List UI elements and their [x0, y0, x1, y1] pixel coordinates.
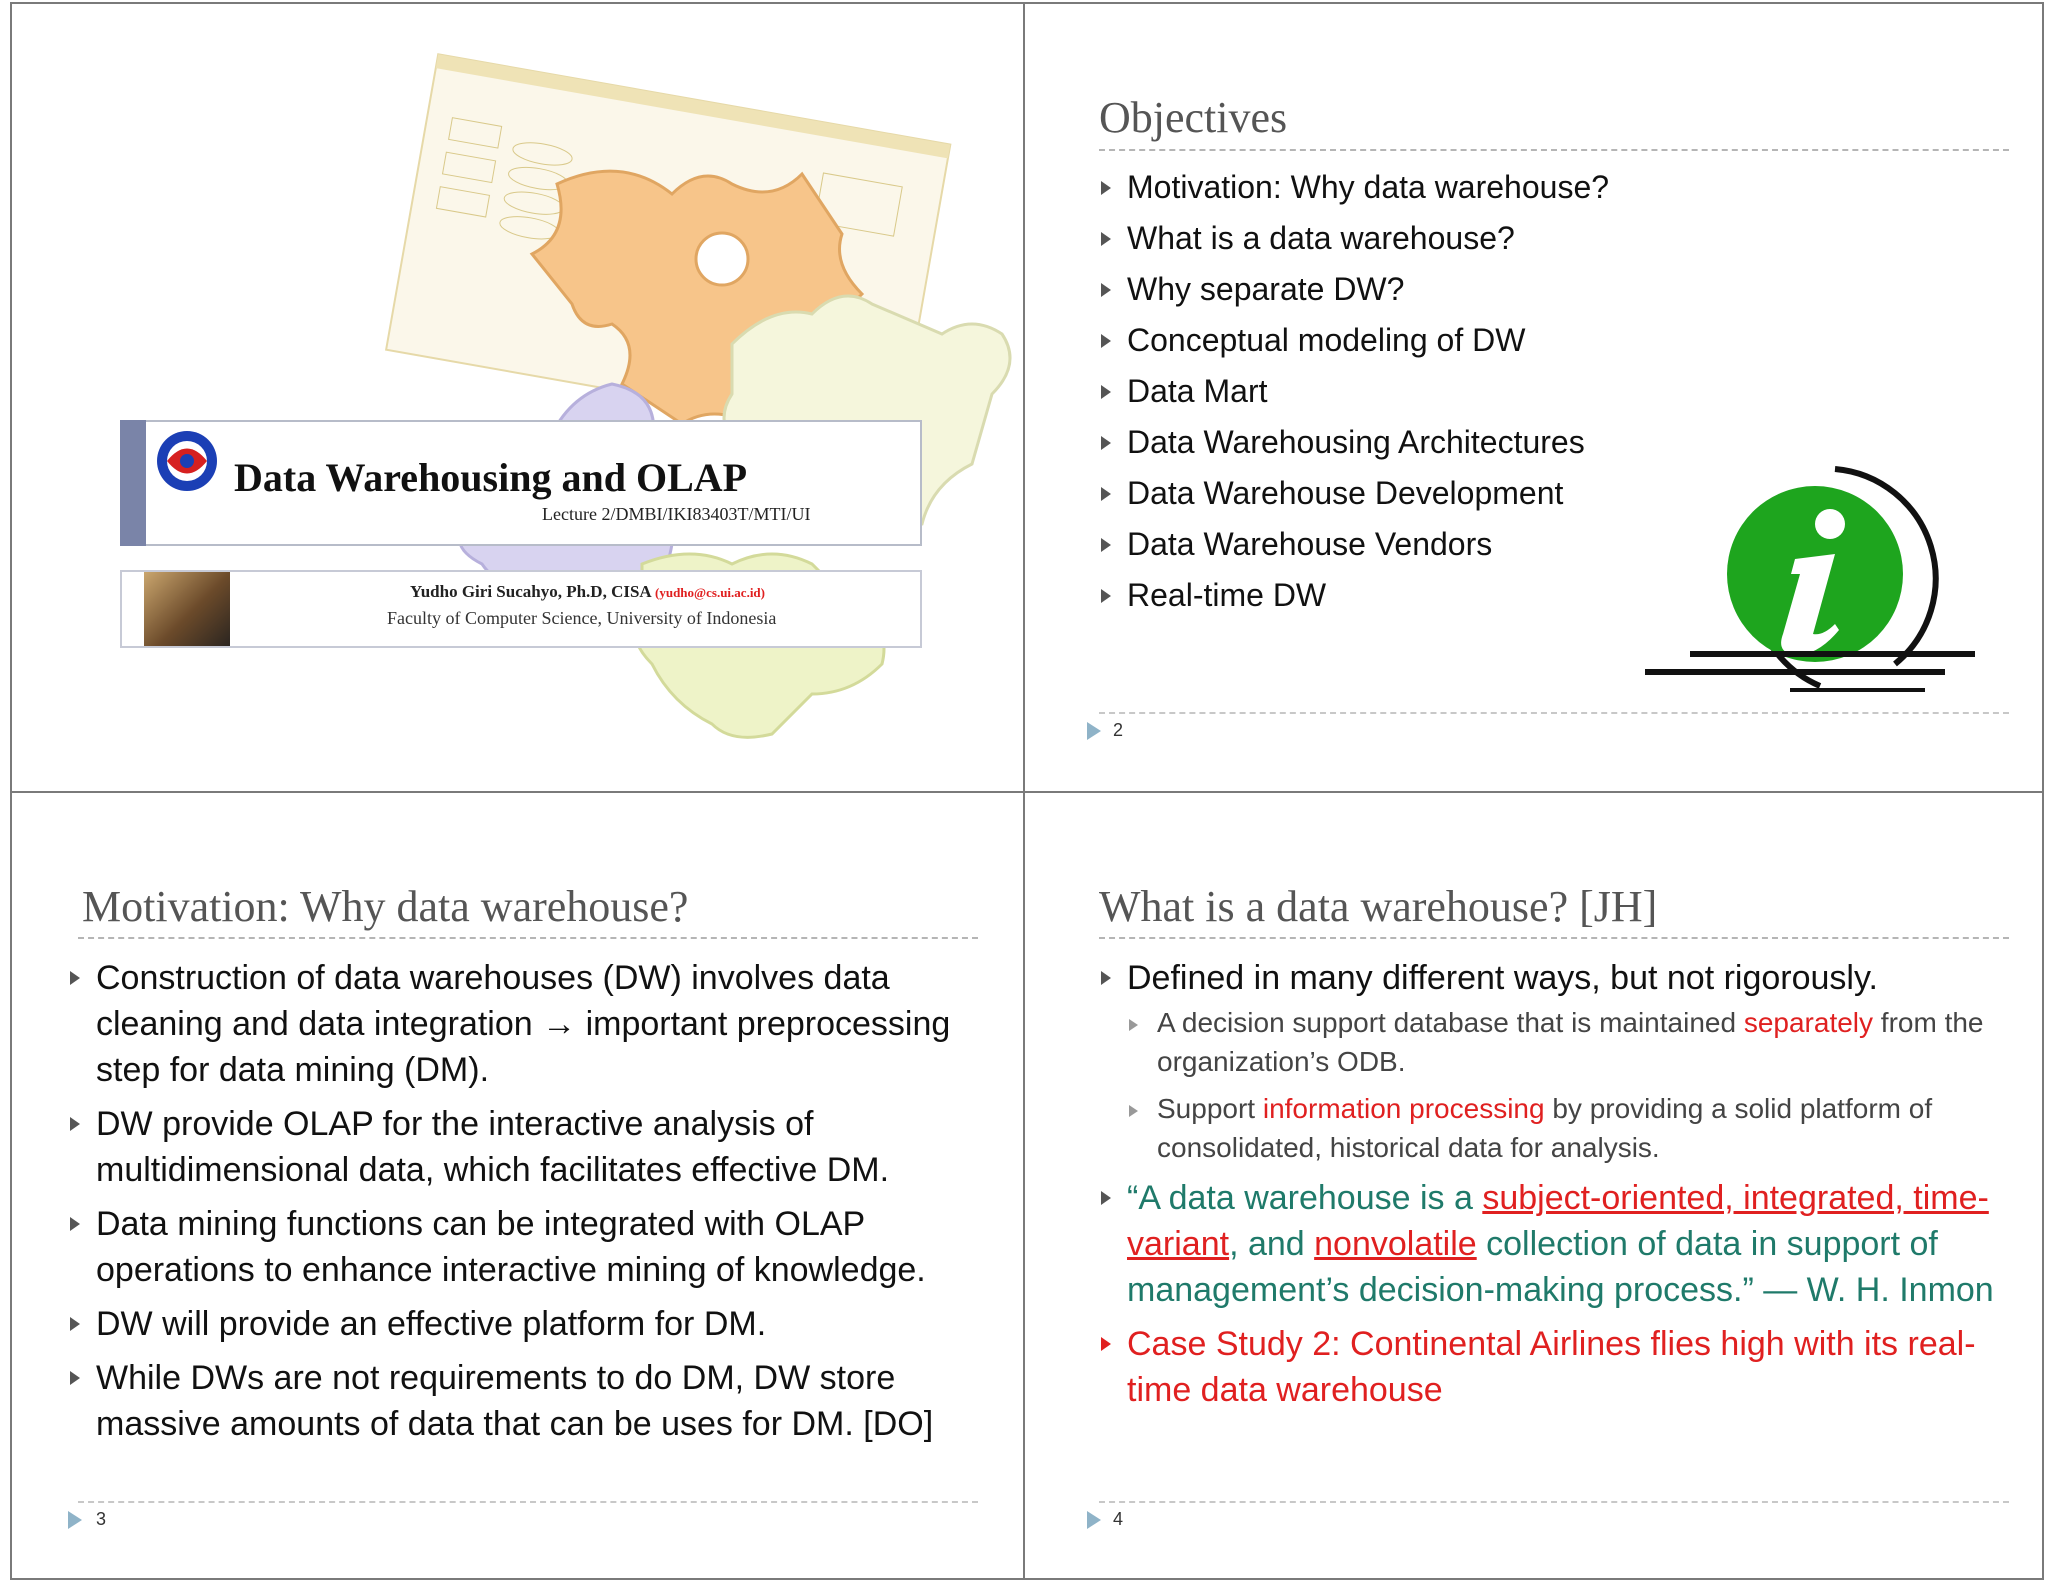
title-rule	[1099, 149, 2009, 151]
page-number: 3	[96, 1509, 107, 1529]
page-number: 4	[1113, 1509, 1124, 1529]
list-item: Data Mart	[1099, 366, 1609, 417]
list-item: Data mining functions can be integrated with OLAP operations to enhance interactive mining of knowledge.	[68, 1201, 998, 1293]
footer-arrow-icon	[68, 1511, 82, 1529]
list-item: Construction of data warehouses (DW) involves data cleaning and data integration → important preprocessing step for data mining (DM).	[68, 955, 998, 1093]
sub-list-item: A decision support database that is maintained separately from the organization’s ODB.	[1127, 1003, 1999, 1081]
definition-list	[1099, 955, 1999, 1413]
author-faculty: Faculty of Computer Science, University of Indonesia	[387, 608, 777, 628]
sub-list	[1127, 1003, 1999, 1167]
author-name: Yudho Giri Sucahyo, Ph.D, CISA	[410, 582, 651, 601]
slide-title: Objectives	[1099, 93, 1288, 142]
list-item: Data Warehouse Vendors	[1099, 519, 1609, 570]
title-rule	[78, 937, 978, 939]
university-logo	[146, 426, 228, 496]
inmon-quote: “A data warehouse is a subject-oriented, integrated, time-variant, and nonvolatile collection of data in support of management’s decision-making process.” — W. H. Inmon	[1099, 1175, 1999, 1313]
objectives-list	[1099, 162, 1609, 621]
author-photo	[144, 572, 230, 646]
footer-arrow-icon	[1087, 1511, 1101, 1529]
list-item: Motivation: Why data warehouse?	[1099, 162, 1609, 213]
list-item: Data Warehouse Development	[1099, 468, 1609, 519]
list-item: Defined in many different ways, but not rigorously. A decision support database that is maintained separately from the organization’s ODB. Support information processing by providing a solid platform of consolidated, historical data for analysis.	[1099, 955, 1999, 1167]
motivation-list	[68, 955, 998, 1455]
sub-list-item: Support information processing by providing a solid platform of consolidated, historical data for analysis.	[1127, 1089, 1999, 1167]
puzzle-illustration	[12, 4, 1022, 790]
presentation-title: Data Warehousing and OLAP	[234, 455, 748, 500]
footer-rule	[78, 1501, 978, 1503]
list-item: While DWs are not requirements to do DM, DW store massive amounts of data that can be uses for DM. [DO]	[68, 1355, 998, 1447]
list-item: Data Warehousing Architectures	[1099, 417, 1609, 468]
author-line	[410, 582, 765, 602]
lecture-code: Lecture 2/DMBI/IKI83403T/MTI/UI	[542, 504, 811, 524]
title-rule	[1099, 937, 2009, 939]
info-icon	[1645, 454, 1985, 714]
list-item: Conceptual modeling of DW	[1099, 315, 1609, 366]
list-item: Real-time DW	[1099, 570, 1609, 621]
list-item: Why separate DW?	[1099, 264, 1609, 315]
footer-arrow-icon	[1087, 722, 1101, 740]
slide-title: What is a data warehouse? [JH]	[1099, 882, 1658, 931]
footer-rule	[1099, 712, 2009, 714]
case-study-item: Case Study 2: Continental Airlines flies high with its real-time data warehouse	[1099, 1321, 1999, 1413]
slide-3-motivation	[12, 793, 1022, 1578]
slide-4-definition	[1025, 793, 2042, 1578]
slide-title: Motivation: Why data warehouse?	[82, 882, 689, 931]
list-item: DW provide OLAP for the interactive analysis of multidimensional data, which facilitates effective DM.	[68, 1101, 998, 1193]
list-item: What is a data warehouse?	[1099, 213, 1609, 264]
page-number: 2	[1113, 720, 1124, 740]
slide-1-title	[12, 4, 1022, 790]
slide-2-objectives	[1025, 4, 2042, 790]
footer-rule	[1099, 1501, 2009, 1503]
list-item: DW will provide an effective platform for DM.	[68, 1301, 998, 1347]
author-email: (yudho@cs.ui.ac.id)	[655, 585, 765, 600]
